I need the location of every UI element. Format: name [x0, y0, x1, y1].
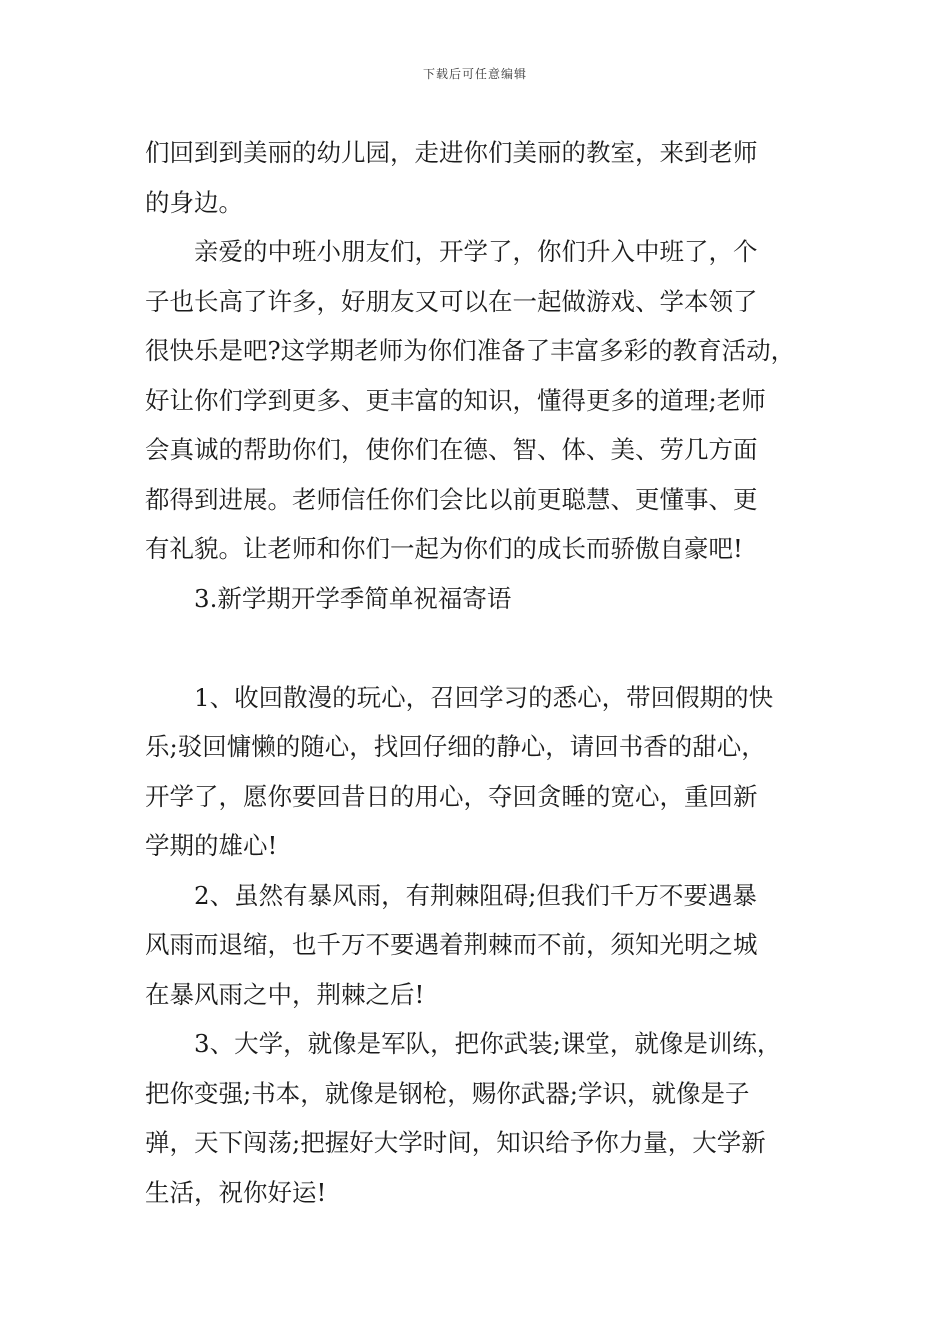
text-line: 把你变强;书本，就像是钢枪，赐你武器;学识，就像是子: [145, 1078, 750, 1108]
paragraph-start: 2、虽然有暴风雨，有荆棘阻碍;但我们千万不要遇暴: [194, 880, 757, 910]
section-heading: 3.新学期开学季简单祝福寄语: [194, 583, 512, 613]
body-text: [145, 128, 825, 1217]
paragraph-start: 1、收回散漫的玩心，召回学习的悉心，带回假期的快: [194, 682, 774, 712]
text-line: 学期的雄心!: [145, 831, 278, 860]
paragraph-start: 亲爱的中班小朋友们，开学了，你们升入中班了，个: [194, 237, 758, 266]
text-line: 的身边。: [145, 187, 243, 217]
text-line: 好让你们学到更多、更丰富的知识，懂得更多的道理;老师: [145, 385, 766, 415]
paragraph-start: 3、大学，就像是军队，把你武装;课堂，就像是训练，: [194, 1029, 782, 1058]
text-line: 很快乐是吧?这学期老师为你们准备了丰富多彩的教育活动，: [145, 336, 796, 365]
text-line: 有礼貌。让老师和你们一起为你们的成长而骄傲自豪吧!: [145, 534, 743, 563]
text-line: 在暴风雨之中，荆棘之后!: [145, 979, 425, 1009]
text-line: 子也长高了许多，好朋友又可以在一起做游戏、学本领了: [145, 286, 758, 316]
text-line: 们回到到美丽的幼儿园，走进你们美丽的教室，来到老师: [145, 138, 758, 167]
text-line: 乐;驳回慵懒的随心，找回仔细的静心，请回书香的甜心，: [145, 732, 766, 761]
text-line: 会真诚的帮助你们，使你们在德、智、体、美、劳几方面: [145, 435, 758, 464]
text-line: 风雨而退缩，也千万不要遇着荆棘而不前，须知光明之城: [145, 930, 758, 959]
text-line: 都得到进展。老师信任你们会比以前更聪慧、更懂事、更: [145, 484, 758, 514]
page-header: 下载后可任意编辑: [422, 67, 527, 81]
text-line: 弹，天下闯荡;把握好大学时间，知识给予你力量，大学新: [145, 1128, 766, 1157]
text-line: 开学了，愿你要回昔日的用心，夺回贪睡的宽心，重回新: [145, 781, 758, 811]
blank-line: [145, 623, 825, 673]
text-line: 生活，祝你好运!: [145, 1177, 327, 1207]
